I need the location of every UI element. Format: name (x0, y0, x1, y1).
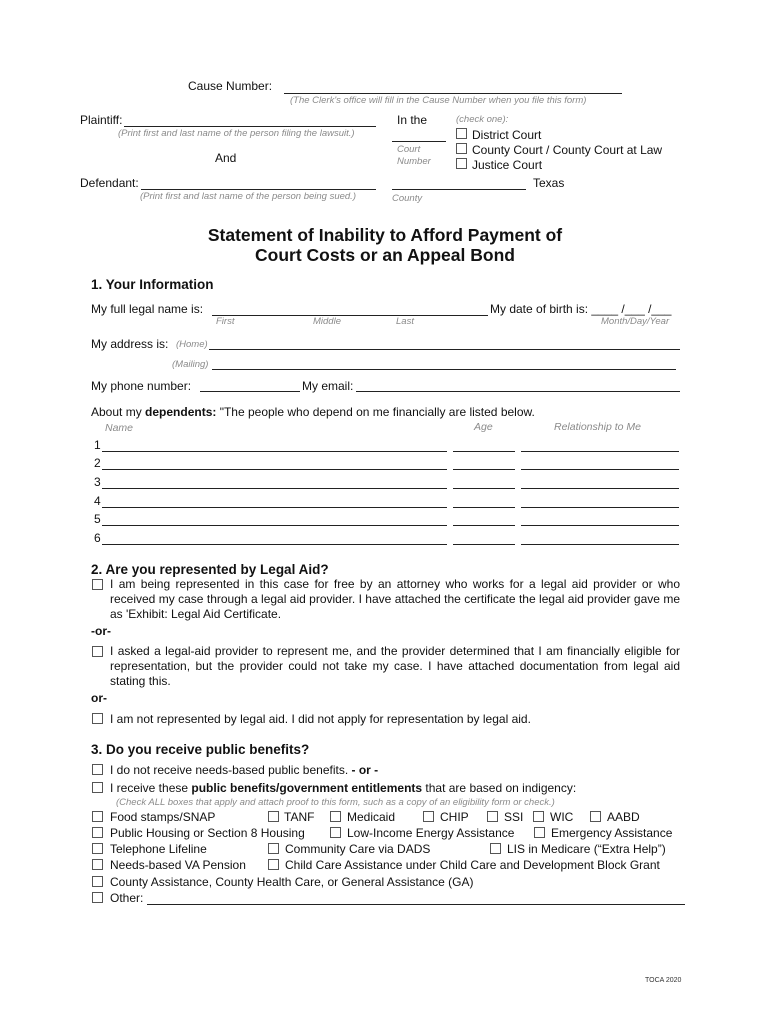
wic-label: WIC (550, 810, 574, 824)
receive-suffix: that are based on indigency: (422, 781, 577, 795)
phone-field[interactable] (200, 391, 300, 392)
court-number-hint-2: Number (397, 156, 431, 167)
dependent-name-field[interactable] (102, 544, 447, 545)
tanf-label: TANF (284, 810, 315, 824)
dependent-name-field[interactable] (102, 469, 447, 470)
middle-name-hint: Middle (313, 316, 341, 327)
va-pension-checkbox[interactable] (92, 859, 103, 870)
dependent-relationship-field[interactable] (521, 451, 679, 452)
first-name-hint: First (216, 316, 235, 327)
cause-number-hint: (The Clerk's office will fill in the Cause Number when you file this form) (290, 95, 587, 106)
receive-benefits-line (110, 781, 576, 795)
tanf-checkbox[interactable] (268, 811, 279, 822)
food-stamps-label: Food stamps/SNAP (110, 810, 216, 824)
dependent-relationship-field[interactable] (521, 525, 679, 526)
other-benefit-label: Other: (110, 891, 144, 905)
receive-prefix: I receive these (110, 781, 192, 795)
or-text: - or - (351, 763, 379, 777)
public-housing-checkbox[interactable] (92, 827, 103, 838)
dependent-age-field[interactable] (453, 525, 515, 526)
legal-aid-represented-checkbox[interactable] (92, 579, 103, 590)
col-age-header: Age (474, 421, 493, 433)
lis-medicare-label: LIS in Medicare (“Extra Help”) (507, 842, 666, 856)
mailing-hint: (Mailing) (172, 359, 209, 370)
defendant-label: Defendant: (80, 176, 139, 190)
dependents-intro (91, 405, 535, 419)
va-pension-label: Needs-based VA Pension (110, 858, 246, 872)
energy-assistance-checkbox[interactable] (330, 827, 341, 838)
row-number: 1 (94, 438, 101, 452)
legal-name-field[interactable] (212, 315, 488, 316)
form-title-line1: Statement of Inability to Afford Payment of (207, 225, 563, 245)
dependent-relationship-field[interactable] (521, 544, 679, 545)
other-benefit-field[interactable] (147, 904, 685, 905)
dependent-name-field[interactable] (102, 451, 447, 452)
energy-assistance-label: Low-Income Energy Assistance (347, 826, 515, 840)
aabd-checkbox[interactable] (590, 811, 601, 822)
section1-heading: 1. Your Information (91, 277, 214, 292)
dads-label: Community Care via DADS (285, 842, 431, 856)
plaintiff-field[interactable] (124, 126, 376, 127)
dependent-age-field[interactable] (453, 488, 515, 489)
no-benefits-checkbox[interactable] (92, 764, 103, 775)
legal-name-label: My full legal name is: (91, 302, 204, 316)
address-label: My address is: (91, 337, 169, 351)
district-court-label: District Court (472, 128, 542, 142)
dependent-age-field[interactable] (453, 544, 515, 545)
county-court-label: County Court / County Court at Law (472, 143, 663, 157)
check-all-hint: (Check ALL boxes that apply and attach proof to this form, such as a copy of an eligibility form or check.) (116, 797, 555, 808)
mailing-address-field[interactable] (212, 369, 676, 370)
defendant-field[interactable] (141, 189, 376, 190)
in-the-label: In the (397, 113, 428, 127)
dependents-prefix: About my (91, 405, 146, 419)
row-number: 3 (94, 475, 101, 489)
dependents-bold: dependents: (145, 405, 217, 419)
dependent-relationship-field[interactable] (521, 507, 679, 508)
legal-aid-represented-text: I am being represented in this case for free by an attorney who works for a legal aid provider or who received my case through a legal aid provider. I have attached the certificate the legal aid provider gave me as 'Exhibit: Legal Aid Certificate. (110, 577, 680, 621)
dependents-suffix: "The people who depend on me financially are listed below. (216, 405, 535, 419)
section3-heading: 3. Do you receive public benefits? (91, 742, 310, 757)
not-represented-text: I am not represented by legal aid. I did not apply for representation by legal aid. (110, 712, 531, 726)
no-benefits-text: I do not receive needs-based public benefits. (110, 763, 349, 777)
last-name-hint: Last (396, 316, 414, 327)
col-relationship-header: Relationship to Me (554, 421, 641, 433)
other-benefit-checkbox[interactable] (92, 892, 103, 903)
form-code: TOCA 2020 (645, 977, 682, 984)
dob-label[interactable]: My date of birth is: ____ /___ /___ (490, 302, 672, 316)
not-represented-checkbox[interactable] (92, 713, 103, 724)
or-divider-2: or- (91, 691, 107, 705)
legal-aid-declined-text: I asked a legal-aid provider to represent me, and the provider determined that I am financially eligible for representation, but the provider could not take my case. I have attached documentation from legal aid stating this. (110, 644, 680, 688)
section2-heading: 2. Are you represented by Legal Aid? (91, 562, 329, 577)
county-court-checkbox[interactable] (456, 143, 467, 154)
telephone-lifeline-label: Telephone Lifeline (110, 842, 207, 856)
row-number: 4 (94, 494, 101, 508)
row-number: 6 (94, 531, 101, 545)
justice-court-label: Justice Court (472, 158, 543, 172)
cause-number-label: Cause Number: (188, 79, 273, 93)
emergency-assistance-label: Emergency Assistance (551, 826, 673, 840)
emergency-assistance-checkbox[interactable] (534, 827, 545, 838)
dependent-age-field[interactable] (453, 469, 515, 470)
defendant-hint: (Print first and last name of the person being sued.) (140, 191, 356, 202)
plaintiff-hint: (Print first and last name of the person filing the lawsuit.) (118, 128, 355, 139)
county-assistance-checkbox[interactable] (92, 876, 103, 887)
court-number-hint: Court (397, 144, 421, 155)
check-one-hint: (check one): (456, 114, 509, 125)
row-number: 5 (94, 512, 101, 526)
and-label: And (215, 151, 237, 165)
district-court-checkbox[interactable] (456, 128, 467, 139)
dependent-age-field[interactable] (453, 507, 515, 508)
home-hint: (Home) (176, 339, 208, 350)
dads-checkbox[interactable] (268, 843, 279, 854)
row-number: 2 (94, 456, 101, 470)
plaintiff-label: Plaintiff: (80, 113, 123, 127)
chip-checkbox[interactable] (423, 811, 434, 822)
form-title-line2: Court Costs or an Appeal Bond (255, 245, 515, 265)
email-label: My email: (302, 379, 354, 393)
telephone-lifeline-checkbox[interactable] (92, 843, 103, 854)
dependent-name-field[interactable] (102, 507, 447, 508)
dependent-name-field[interactable] (102, 488, 447, 489)
receive-bold: public benefits/government entitlements (191, 781, 423, 795)
child-care-label: Child Care Assistance under Child Care and Development Block Grant (285, 858, 660, 872)
county-hint: County (392, 193, 423, 204)
legal-aid-declined-checkbox[interactable] (92, 646, 103, 657)
phone-label: My phone number: (91, 379, 192, 393)
dependent-age-field[interactable] (453, 451, 515, 452)
county-assistance-label: County Assistance, County Health Care, or General Assistance (GA) (110, 875, 474, 889)
ssi-checkbox[interactable] (487, 811, 498, 822)
dependent-name-field[interactable] (102, 525, 447, 526)
cause-number-field[interactable] (284, 93, 622, 94)
receive-benefits-checkbox[interactable] (92, 782, 103, 793)
child-care-checkbox[interactable] (268, 859, 279, 870)
no-benefits-line (110, 763, 378, 777)
email-field[interactable] (356, 391, 680, 392)
home-address-field[interactable] (209, 349, 680, 350)
col-name-header: Name (105, 422, 134, 434)
chip-label: CHIP (440, 810, 469, 824)
aabd-label: AABD (607, 810, 640, 824)
lis-medicare-checkbox[interactable] (490, 843, 501, 854)
justice-court-checkbox[interactable] (456, 158, 467, 169)
ssi-label: SSI (504, 810, 524, 824)
or-divider-1: -or- (91, 624, 111, 638)
dependent-relationship-field[interactable] (521, 469, 679, 470)
medicaid-label: Medicaid (347, 810, 396, 824)
medicaid-checkbox[interactable] (330, 811, 341, 822)
county-field[interactable] (392, 189, 526, 190)
texas-label: Texas (533, 176, 565, 190)
wic-checkbox[interactable] (533, 811, 544, 822)
dob-hint: Month/Day/Year (601, 316, 670, 327)
dependent-relationship-field[interactable] (521, 488, 679, 489)
food-stamps-checkbox[interactable] (92, 811, 103, 822)
court-number-field[interactable] (392, 141, 446, 142)
public-housing-label: Public Housing or Section 8 Housing (110, 826, 305, 840)
